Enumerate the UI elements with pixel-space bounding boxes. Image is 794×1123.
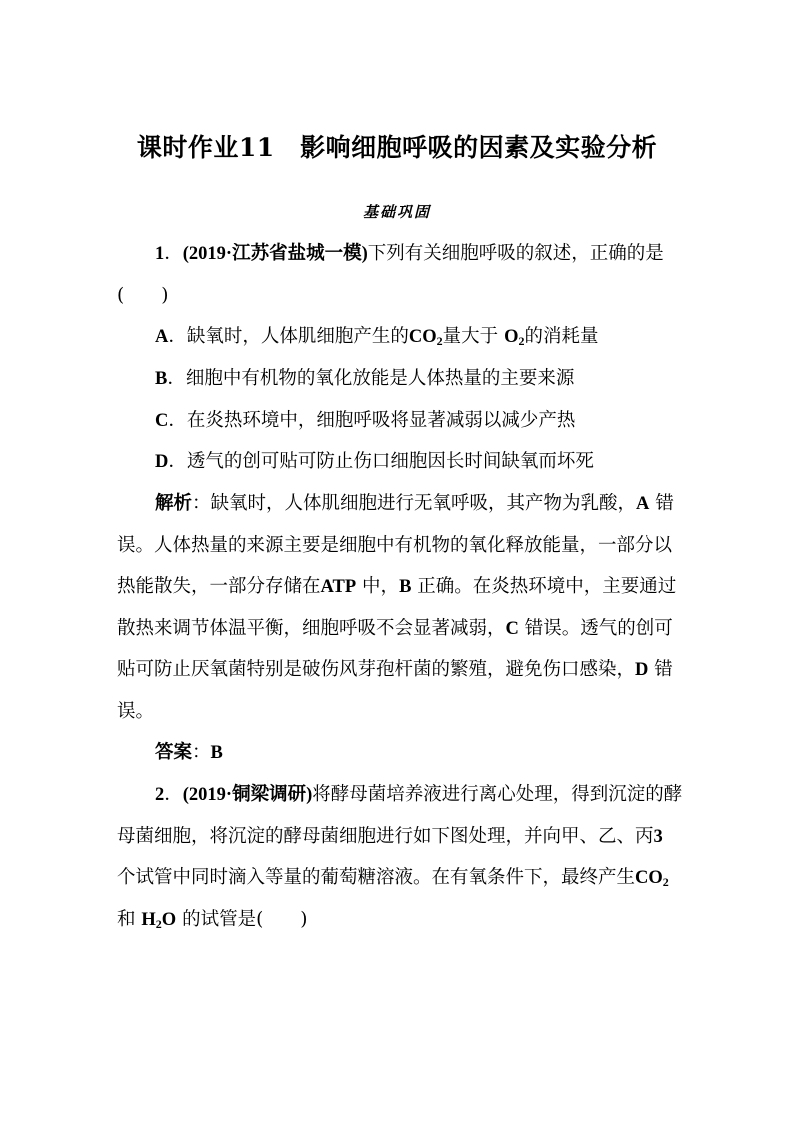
q2-paren: ( ) [256,909,308,930]
option-label: D [155,452,169,472]
bold-letter: B [399,577,412,597]
q1-stem: 1．(2019·江苏省盐城一模)下列有关细胞呼吸的叙述，正确的是 [155,243,664,264]
formula-h: H [141,910,156,930]
formula-subscript: 2 [662,875,669,889]
option-text: 量大于 [442,326,499,347]
q1-option-d: D．透气的创可贴可防止伤口细胞因长时间缺氧而坏死 [155,451,594,472]
analysis-text: 错 [655,493,674,514]
formula-co: CO [635,868,663,888]
analysis-text: 散热来调节体温平衡，细胞呼吸不会显著减弱， [117,618,506,639]
q1-analysis-line: 误。人体热量的来源主要是细胞中有机物的氧化释放能量，一部分以 [117,535,673,556]
page-title: 课时作业11 影响细胞呼吸的因素及实验分析 [136,133,658,162]
option-text: 的消耗量 [524,326,599,347]
q2-line [117,865,669,891]
bold-term: ATP [320,577,357,597]
q1-analysis-line [117,574,676,600]
option-text: 在炎热环境中，细胞呼吸将显著减弱以减少产热 [186,410,576,431]
q1-option-b: B．细胞中有机物的氧化放能是人体热量的主要来源 [155,368,575,389]
analysis-text: 错 [654,659,673,680]
q1-paren: ( ) [117,285,169,306]
analysis-text: 错误。透气的创可 [524,618,673,639]
q1-analysis-line [117,657,673,683]
q2-line [117,824,663,850]
q1-answer: 答案：B [155,742,223,763]
q1-option-a: A．缺氧时，人体肌细胞产生的$CO_2$量大于 $O_2$的消耗量 [155,326,599,348]
q2-source: (2019·铜梁调研) [182,785,313,805]
formula-o: O [504,327,519,347]
formula-co: CO [408,327,437,347]
option-label: B [155,369,168,389]
q1-analysis-line: 解析：缺氧时，人体肌细胞进行无氧呼吸，其产物为乳酸，A 错 [155,493,674,514]
option-label: C [155,411,169,431]
q1-analysis-line [117,616,673,642]
analysis-text: 中， [362,576,400,597]
option-text: 缺氧时，人体肌细胞产生的 [186,326,409,347]
analysis-text: 贴可防止厌氧菌特别是破伤风芽孢杆菌的繁殖，避免伤口感染， [117,659,636,680]
bold-letter: A [636,494,650,514]
q1-stem-text: 下列有关细胞呼吸的叙述，正确的是 [367,243,664,264]
bold-letter: C [505,619,519,639]
q2-text: 和 [117,909,136,930]
analysis-label: 解析 [155,494,193,514]
q2-line [117,907,308,933]
analysis-text: 缺氧时，人体肌细胞进行无氧呼吸，其产物为乳酸， [210,493,637,514]
answer-label: 答案 [155,743,193,763]
q1-number: 1 [155,244,165,264]
q1-analysis-line: 误。 [117,701,155,722]
option-text: 细胞中有机物的氧化放能是人体热量的主要来源 [185,368,575,389]
formula-subscript: 2 [518,334,525,348]
formula-subscript: 2 [436,334,443,348]
bold-letter: D [635,660,649,680]
bold-number: 3 [653,827,663,847]
q1-source: (2019·江苏省盐城一模) [182,244,368,264]
q2-text: 将酵母菌培养液进行离心处理，得到沉淀的酵 [312,784,683,805]
formula-o: O [161,910,177,930]
q2-text: 的试管是 [182,909,257,930]
analysis-text: 热能散失，一部分存储在 [117,576,321,597]
option-text: 透气的创可贴可防止伤口细胞因长时间缺氧而坏死 [186,451,594,472]
q1-option-c: C．在炎热环境中，细胞呼吸将显著减弱以减少产热 [155,410,576,431]
answer-value: B [210,743,223,763]
q2-number: 2 [155,785,165,805]
section-heading: 基础巩固 [362,203,431,221]
option-label: A [155,327,169,347]
analysis-text: 正确。在炎热环境中，主要通过 [417,576,677,597]
q2-stem: 2．(2019·铜梁调研)将酵母菌培养液进行离心处理，得到沉淀的酵 [155,784,683,805]
q2-text: 个试管中同时滴入等量的葡萄糖溶液。在有氧条件下，最终产生 [117,867,636,888]
q2-text: 母菌细胞，将沉淀的酵母菌细胞进行如下图处理，并向甲、乙、丙 [117,826,654,847]
formula-subscript: 2 [155,917,162,931]
